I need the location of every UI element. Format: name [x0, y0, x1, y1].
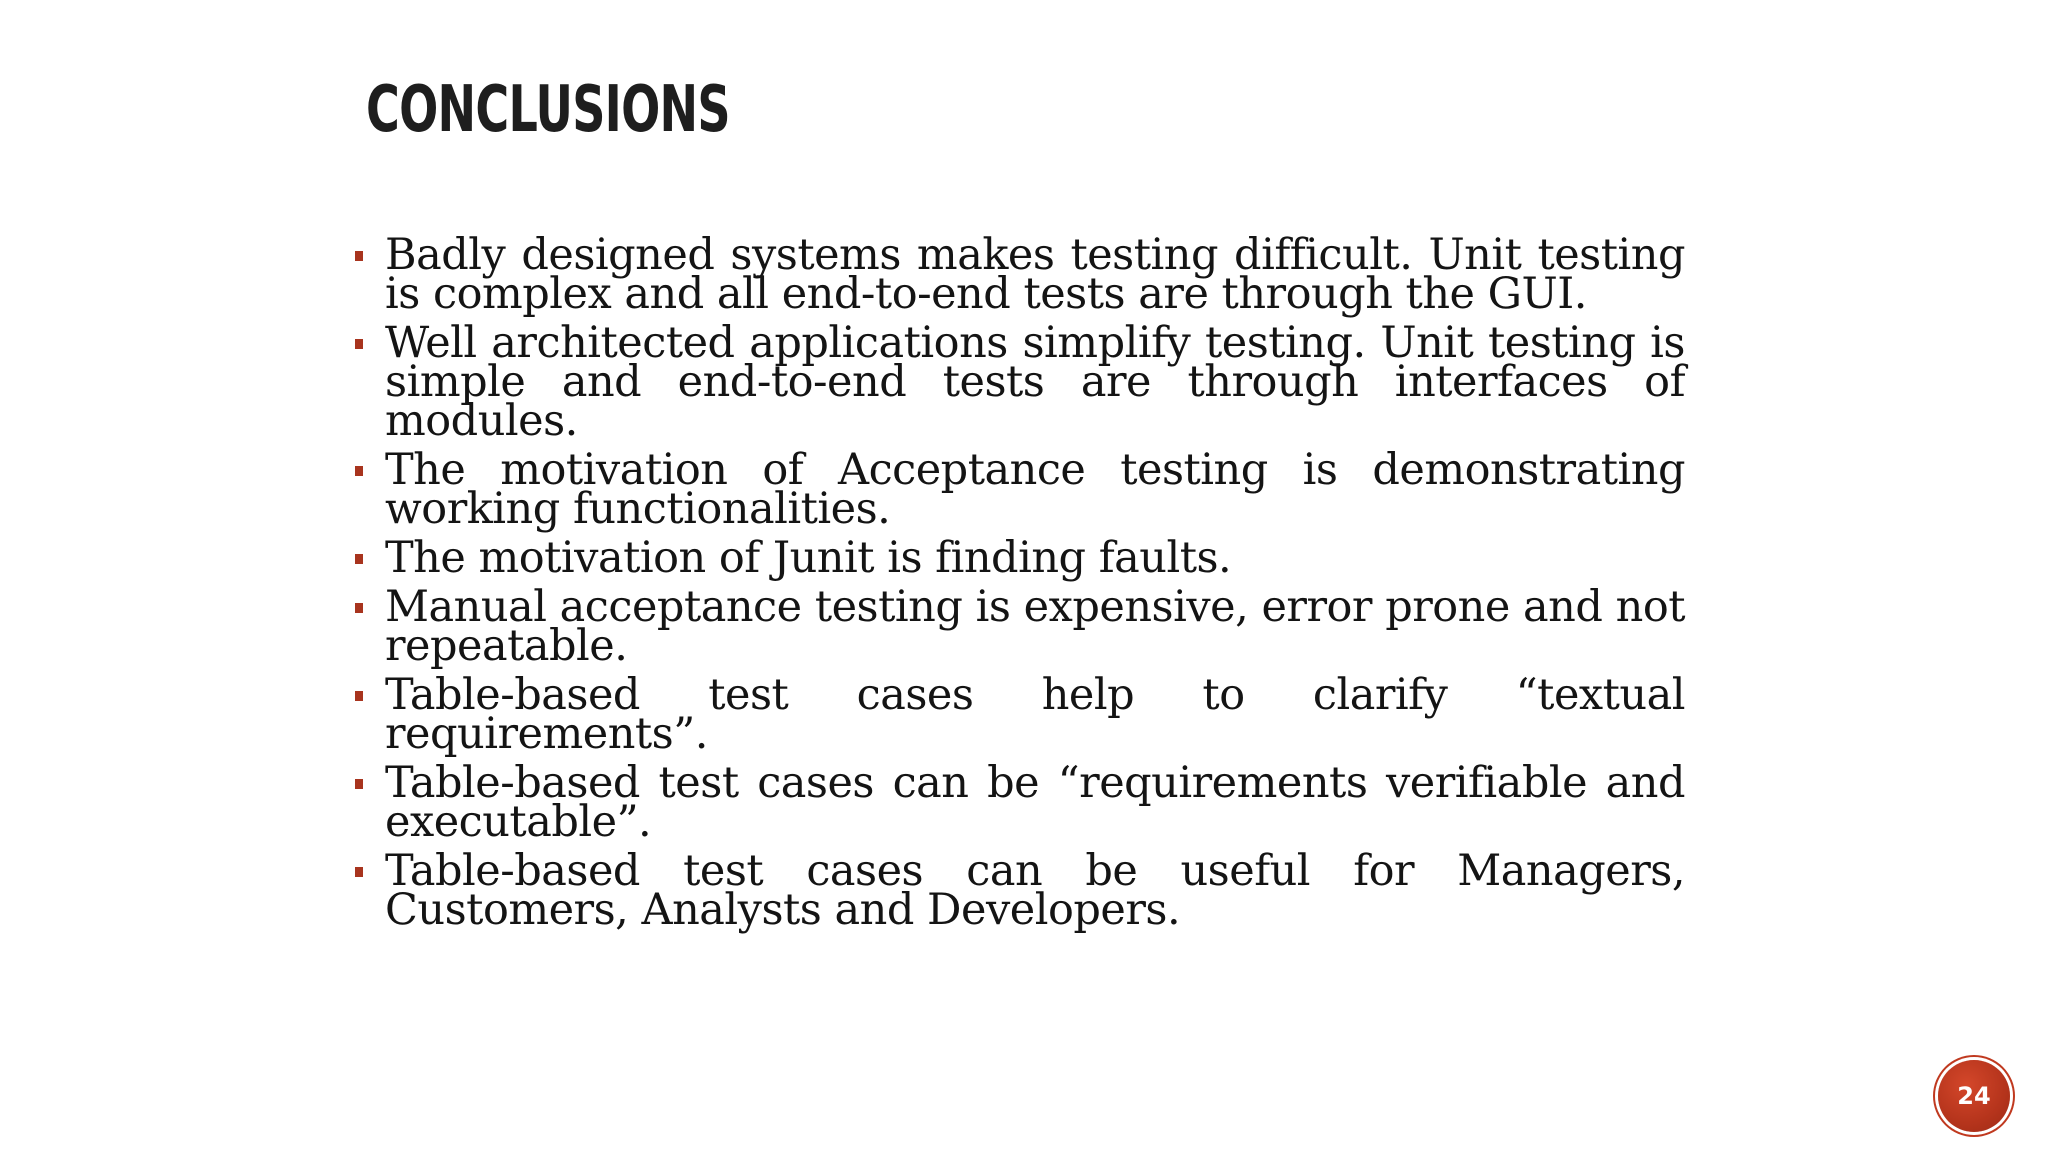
- slide-title: CONCLUSIONS: [366, 73, 730, 147]
- bullet-item: [355, 758, 1685, 847]
- bullet-item: [355, 670, 1685, 759]
- square-bullet-icon: [355, 251, 363, 261]
- bullet-item: [355, 230, 1685, 319]
- bullet-item: [355, 445, 1685, 534]
- page-number-badge: [1938, 1060, 2010, 1132]
- bullet-item: [355, 582, 1685, 671]
- bullet-text: Table-based test cases can be “requirements verifiable and executable”.: [385, 758, 1685, 847]
- square-bullet-icon: [355, 603, 363, 613]
- square-bullet-icon: [355, 691, 363, 701]
- bullet-item: [355, 318, 1685, 446]
- bullet-text: Well architected applications simplify testing. Unit testing is simple and end-to-end tests are through interfaces of modules.: [385, 318, 1685, 446]
- bullet-text: The motivation of Junit is finding faults.: [385, 533, 1232, 583]
- bullet-item: [355, 533, 1685, 583]
- bullet-text: Badly designed systems makes testing difficult. Unit testing is complex and all end-to-end tests are through the GUI.: [385, 230, 1685, 319]
- square-bullet-icon: [355, 339, 363, 349]
- square-bullet-icon: [355, 554, 363, 564]
- square-bullet-icon: [355, 466, 363, 476]
- bullet-item: [355, 846, 1685, 935]
- bullet-text: Manual acceptance testing is expensive, error prone and not repeatable.: [385, 582, 1685, 671]
- square-bullet-icon: [355, 867, 363, 877]
- bullet-text: Table-based test cases help to clarify “textual requirements”.: [385, 670, 1685, 759]
- square-bullet-icon: [355, 779, 363, 789]
- bullet-list: [355, 230, 1685, 940]
- bullet-text: The motivation of Acceptance testing is demonstrating working functionalities.: [385, 445, 1685, 534]
- bullet-text: Table-based test cases can be useful for Managers, Customers, Analysts and Developers.: [385, 846, 1685, 935]
- page-number: 24: [1957, 1082, 1991, 1110]
